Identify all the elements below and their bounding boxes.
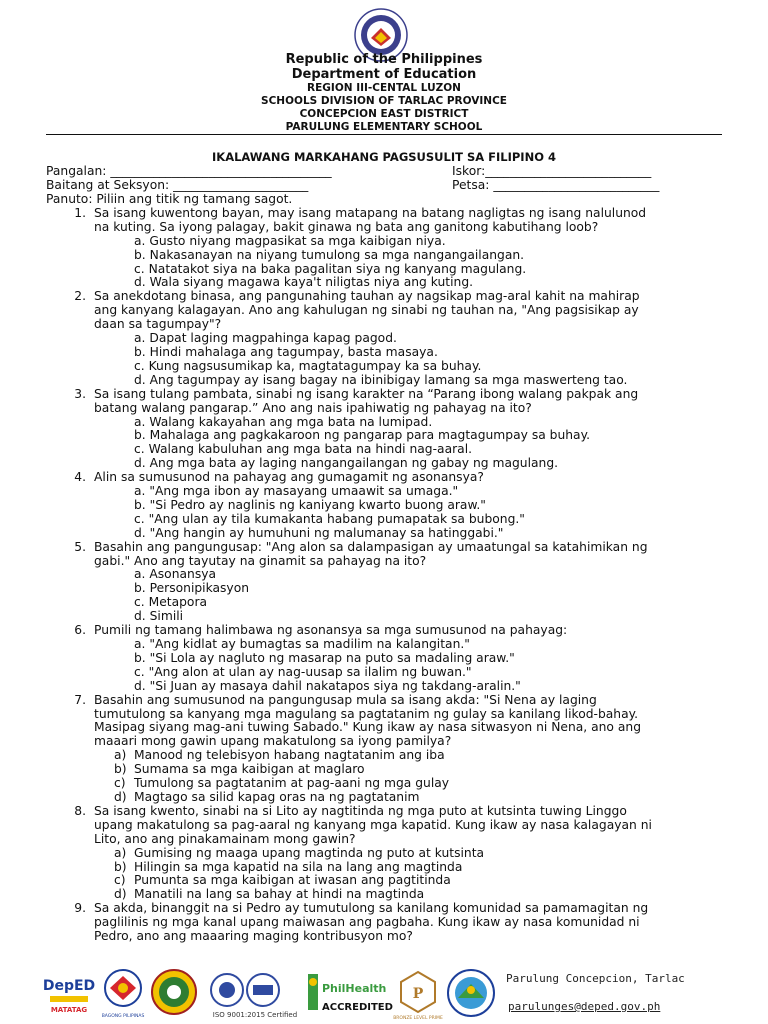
school-seal-logo (150, 968, 198, 1018)
answer-option[interactable]: b. "Si Pedro ay naglinis ng kaniyang kwarto buong araw." (134, 497, 486, 512)
question-text-line: upang makatulong sa pag-aaral ng kanyang mga kapatid. Kung ikaw ay nasa kalagayan ni (94, 817, 652, 832)
answer-option[interactable]: a. Gusto niyang magpasikat sa mga kaibigan niya. (134, 233, 446, 248)
question-number: 3. (74, 386, 86, 401)
question-text-line: na kuting. Sa iyong palagay, bakit ginawa ng bata ang ganitong kabutihang loob? (94, 219, 599, 234)
answer-option[interactable]: c. Metapora (134, 595, 208, 610)
answer-option[interactable]: c. Natatakot siya na baka pagalitan siya ng kanyang magulang. (134, 261, 527, 276)
question-text (94, 805, 724, 847)
question-text (94, 902, 724, 944)
question-text-line: tumutulong sa kanyang mga magulang sa pagtatanim ng gulay sa kanilang likod-bahay. (94, 706, 639, 721)
deped-logo-text: DepED (42, 978, 96, 994)
question-number: 7. (74, 692, 86, 707)
svg-text:P: P (412, 986, 424, 1002)
header-division: SCHOOLS DIVISION OF TARLAC PROVINCE (261, 95, 507, 107)
question-text-line: Alin sa sumusunod na pahayag ang gumagamit ng asonansya? (94, 470, 484, 485)
answer-option[interactable]: a. Dapat laging magpahinga kapag pagod. (134, 331, 397, 346)
question-number: 4. (74, 470, 86, 485)
question-text-line: Basahin ang pangungusap: "Ang alon sa dalampasigan ay umaatungal sa katahimikan ng (94, 539, 648, 554)
question-text (94, 541, 724, 569)
option-text: Manood ng telebisyon habang nagtatanim ang iba (134, 748, 445, 763)
question-text-line: Pedro, ano ang maaaring maging kontribusyon mo? (94, 929, 413, 944)
answer-option[interactable]: a. Walang kakayahan ang mga bata na lumipad. (134, 414, 433, 429)
option-letter: b) (114, 859, 127, 874)
answer-option[interactable] (46, 791, 724, 805)
header-region: REGION III-CENTAL LUZON (307, 82, 461, 94)
option-text: Magtago sa silid kapag oras na ng pagtatanim (134, 789, 420, 804)
grade-section-field[interactable]: Baitang at Seksyon: ______________________ (46, 178, 309, 192)
option-letter: c) (114, 873, 126, 888)
question-text-line: ang kanyang kalagayan. Ano ang kahulugan ng sinabi ng tauhan na, "Ang pagsisikap ay (94, 303, 639, 318)
question-text-line: Sa isang kuwentong bayan, may isang matapang na batang nagligtas ng isang nalulunod (94, 205, 647, 220)
answer-option[interactable]: d. Wala siyang magawa kaya't niligtas niya ang kuting. (134, 275, 474, 290)
name-field[interactable]: Pangalan: ____________________________________ (46, 164, 332, 178)
date-field[interactable]: Petsa: ___________________________ (452, 178, 660, 192)
division-seal-logo (446, 968, 496, 1018)
question-text (94, 694, 724, 750)
option-text: Hilingin sa mga kapatid na sila na lang ang magtinda (134, 859, 463, 874)
option-letter: b) (114, 762, 127, 777)
question-text-line: Pumili ng tamang halimbawa ng asonansya sa mga sumusunod na pahayag: (94, 623, 568, 638)
question-text-line: batang walang pangarap.” Ano ang nais ipahiwatig ng pahayag na ito? (94, 400, 532, 415)
exam-body (46, 165, 724, 944)
answer-option[interactable]: d. Ang mga bata ay laging nangangailangan ng gabay ng magulang. (134, 456, 559, 471)
header-divider (46, 134, 722, 135)
iso-certification-logo (205, 968, 305, 1020)
answer-option[interactable]: c. Kung nagsusumikap ka, magtatagumpay ka sa buhay. (134, 358, 482, 373)
question-text-line: gabi." Ano ang tayutay na ginamit sa pahayag na ito? (94, 553, 427, 568)
question-text-line: paglilinis ng mga kanal upang maiwasan ang pagbaha. Kung ikaw ay nasa komunidad ni (94, 915, 640, 930)
question-list (46, 207, 724, 944)
question-number: 9. (74, 901, 86, 916)
question-number: 2. (74, 289, 86, 304)
question-2 (46, 290, 724, 332)
answer-option[interactable]: b. Mahalaga ang pagkakaroon ng pangarap para magtagumpay sa buhay. (134, 428, 591, 443)
question-number: 6. (74, 623, 86, 638)
option-text: Tumulong sa pagtatanim at pag-aani ng mga gulay (134, 776, 450, 791)
question-text-line: Sa isang tulang pambata, sinabi ng isang karakter na “Parang ibong walang pakpak ang (94, 386, 639, 401)
answer-option[interactable] (46, 749, 724, 763)
option-text: Gumising ng maaga upang magtinda ng puto at kutsinta (134, 845, 485, 860)
option-text: Sumama sa mga kaibigan at maglaro (134, 762, 365, 777)
answer-option[interactable] (46, 777, 724, 791)
philhealth-logo (306, 968, 392, 1020)
option-letter: a) (114, 845, 127, 860)
letterhead (0, 52, 768, 134)
question-text (94, 388, 724, 416)
deped-matatag-logo (42, 968, 96, 1018)
option-letter: c) (114, 776, 126, 791)
question-text-line: Sa isang kwento, sinabi na si Lito ay nagtitinda ng mga puto at kutsinta tuwing Linggo (94, 803, 627, 818)
matatag-logo-text: MATATAG (50, 1006, 88, 1014)
answer-option[interactable] (46, 763, 724, 777)
question-text (94, 290, 724, 332)
question-number: 5. (74, 539, 86, 554)
option-letter: a) (114, 748, 127, 763)
school-email-link[interactable]: parulunges@deped.gov.ph (508, 1000, 661, 1013)
option-letter: d) (114, 887, 127, 902)
answer-option[interactable]: c. "Ang alon at ulan ay nag-uusap sa ilalim ng buwan." (134, 664, 472, 679)
answer-option[interactable]: d. Ang tagumpay ay isang bagay na ibinibigay lamang sa mga maswerteng tao. (134, 372, 628, 387)
question-1 (46, 207, 724, 235)
option-text: Pumunta sa mga kaibigan at iwasan ang pagtitinda (134, 873, 451, 888)
question-text-line: maaari mong gawin upang makatulong sa iyong pamilya? (94, 734, 452, 749)
question-7 (46, 694, 724, 750)
question-text-line: Basahin ang sumusunod na pangungusap mula sa isang akda: "Si Nena ay laging (94, 692, 597, 707)
question-4 (46, 471, 724, 485)
question-5 (46, 541, 724, 569)
iso-certified-text: ISO 9001:2015 Certified (212, 1011, 298, 1019)
bagong-pilipinas-logo (100, 968, 146, 1020)
answer-option[interactable] (46, 847, 724, 861)
question-number: 1. (74, 205, 86, 220)
philhealth-logo-text: PhilHealth (322, 982, 387, 995)
instructions: Panuto: Piliin ang titik ng tamang sagot. (46, 192, 293, 206)
answer-option[interactable]: d. "Ang hangin ay humuhuni ng malumanay sa hatinggabi." (134, 525, 504, 540)
bronze-level-text: BRONZE LEVEL PRIME (393, 1016, 443, 1021)
philhealth-accredited-text: ACCREDITED (322, 1002, 393, 1013)
info-row-name (46, 165, 724, 179)
answer-option[interactable] (46, 888, 724, 902)
header-school: PARULUNG ELEMENTARY SCHOOL (285, 121, 483, 133)
question-text-line: Sa anekdotang binasa, ang pangunahing tauhan ay nagsikap mag-aral kahit na mahirap (94, 289, 640, 304)
question-text-line: Lito, ano ang pinakamainam mong gawin? (94, 831, 356, 846)
question-text-line: Sa akda, binanggit na si Pedro ay tumutulong sa kanilang komunidad sa pamamagitan ng (94, 901, 649, 916)
header-district: CONCEPCION EAST DISTRICT (299, 108, 469, 120)
answer-option[interactable]: c. Walang kabuluhan ang mga bata na hindi nag-aaral. (134, 442, 473, 457)
school-address: Parulung Concepcion, Tarlac (506, 972, 685, 985)
answer-option[interactable]: b. Nakasanayan na niyang tumulong sa mga nangangailangan. (134, 247, 525, 262)
question-3 (46, 388, 724, 416)
header-department: Department of Education (291, 67, 477, 82)
answer-option[interactable]: a. "Ang kidlat ay bumagtas sa madilim na kalangitan." (134, 637, 470, 651)
question-text (94, 471, 724, 485)
answer-option[interactable]: a. "Ang mga ibon ay masayang umaawit sa umaga." (134, 484, 459, 499)
option-letter: d) (114, 789, 127, 804)
question-6 (46, 624, 724, 638)
question-text (94, 207, 724, 235)
bagong-pilipinas-text: BAGONG PILIPINAS (101, 1014, 145, 1019)
exam-title: IKALAWANG MARKAHANG PAGSUSULIT SA FILIPINO 4 (212, 150, 556, 164)
bronze-level-prime-logo (395, 968, 441, 1020)
answer-option[interactable]: d. Simili (134, 609, 184, 624)
answer-option[interactable] (46, 874, 724, 888)
header-republic: Republic of the Philippines (285, 52, 483, 67)
info-row-grade (46, 179, 724, 193)
question-9 (46, 902, 724, 944)
question-text-line: daan sa tagumpay"? (94, 317, 222, 332)
question-number: 8. (74, 803, 86, 818)
answer-option[interactable]: b. Personipikasyon (134, 581, 250, 596)
answer-option[interactable]: d. "Si Juan ay masaya dahil nakatapos siya ng takdang-aralin." (134, 678, 521, 693)
question-text (94, 624, 724, 638)
score-field[interactable]: Iskor:___________________________ (452, 164, 652, 178)
answer-option[interactable]: b. Hindi mahalaga ang tagumpay, basta masaya. (134, 344, 438, 359)
answer-option[interactable]: a. Asonansya (134, 567, 217, 582)
answer-option[interactable]: b. "Si Lola ay nagluto ng masarap na puto sa madaling araw." (134, 650, 515, 665)
answer-option[interactable]: c. "Ang ulan ay tila kumakanta habang pumapatak sa bubong." (134, 511, 525, 526)
question-8 (46, 805, 724, 847)
option-text: Manatili na lang sa bahay at hindi na magtinda (134, 887, 425, 902)
school-contact (498, 966, 724, 1018)
answer-option[interactable] (46, 861, 724, 875)
question-text-line: Masipag siyang mag-ani tuwing Sabado." Kung ikaw ay nasa sitwasyon ni Nena, ano ang (94, 720, 641, 735)
